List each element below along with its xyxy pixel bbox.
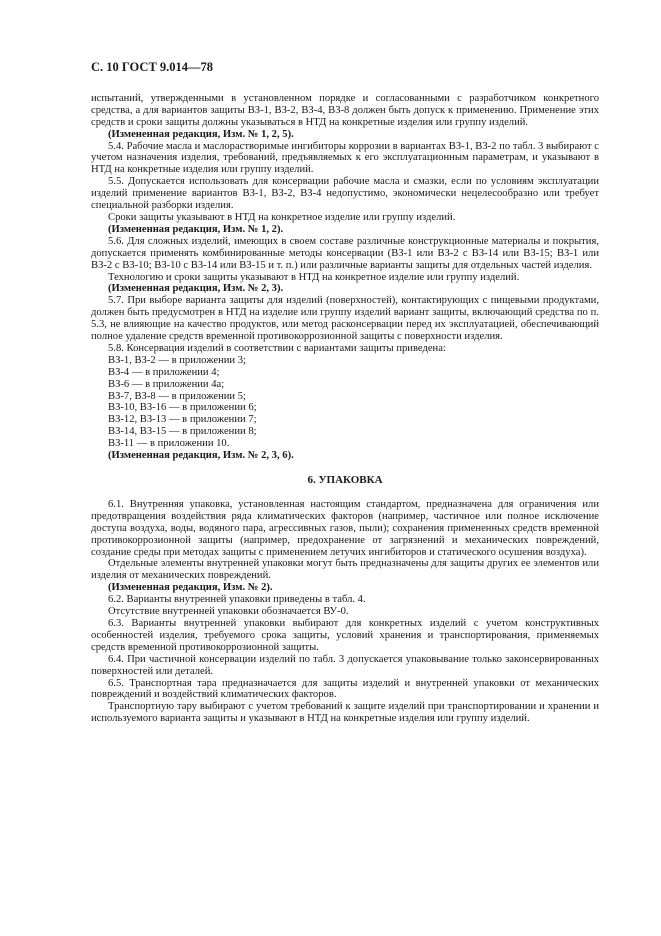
paragraph: 6.2. Варианты внутренней упаковки приведены в табл. 4. <box>108 594 366 606</box>
amendment-note: (Измененная редакция, Изм. № 1, 2, 5). <box>108 128 294 140</box>
amendment-note: (Измененная редакция, Изм. № 2, 3, 6). <box>108 450 294 462</box>
paragraph: 6.1. Внутренняя упаковка, установленная настоящим стандартом, предназначена для ограничения или предотвращения воздействия ряда климатических факторов (например, частичное или полное исключение доступа воздуха, воды, водяного пара, агрессивных газов, пыли); сохранения примененных средств временной противокоррозионной защиты (например, предохранение от загрязнений и механических повреждений, создание среды при методах защиты с применением летучих ингибиторов и статического осушения воздуха). <box>91 498 599 558</box>
list-item: ВЗ-1, ВЗ-2 — в приложении 3; <box>108 354 246 366</box>
paragraph: 6.4. При частичной консервации изделий по табл. 3 допускается упаковывание только законсервированных поверхностей или деталей. <box>91 653 599 677</box>
paragraph: 5.8. Консервация изделий в соответствии с вариантами защиты приведена: <box>108 342 446 354</box>
list-item: ВЗ-12, ВЗ-13 — в приложении 7; <box>108 414 257 426</box>
paragraph: испытаний, утвержденными в установленном порядке и согласованными с разработчиком конкретного средства, а для вариантов защиты ВЗ-1, ВЗ-2, ВЗ-4, ВЗ-8 должен быть допуск к применению. Применение этих средств и сроки защиты должны указываться в НТД на конкретные изделия или группу изделий. <box>91 92 599 128</box>
paragraph: Технологию и сроки защиты указывают в НТД на конкретное изделие или группу изделий. <box>108 271 520 283</box>
list-item: ВЗ-10, ВЗ-16 — в приложении 6; <box>108 402 257 414</box>
section-5-continuation <box>91 93 599 355</box>
paragraph: 5.5. Допускается использовать для консервации рабочие масла и смазки, если по условиям эксплуатации изделий применение вариантов ВЗ-1, ВЗ-2, ВЗ-4 недопустимо, экономически нецелесообразно или требует специальной разборки изделия. <box>91 176 599 212</box>
amendment-note: (Измененная редакция, Изм. № 2, 3). <box>108 283 284 295</box>
paragraph: 5.6. Для сложных изделий, имеющих в своем составе различные конструкционные материалы и покрытия, допускается применять комбинированные методы консервации (ВЗ-1 или ВЗ-2 с ВЗ-14 или ВЗ-15; ВЗ-1 или ВЗ-2 с ВЗ-10; ВЗ-10 с ВЗ-14 или ВЗ-15 и т. п.) или различные варианты защиты для отдельных частей изделия. <box>91 235 599 271</box>
list-item: ВЗ-7, ВЗ-8 — в приложении 5; <box>108 390 246 402</box>
paragraph: Отдельные элементы внутренней упаковки могут быть предназначены для защиты других ее элементов или изделия от механических повреждений. <box>91 558 599 582</box>
paragraph: Отсутствие внутренней упаковки обозначается ВУ-0. <box>108 606 349 618</box>
paragraph: Сроки защиты указывают в НТД на конкретное изделие или группу изделий. <box>108 211 456 223</box>
list-item: ВЗ-4 — в приложении 4; <box>108 366 220 378</box>
section-title: 6. УПАКОВКА <box>307 474 383 486</box>
paragraph: Транспортную тару выбирают с учетом требований к защите изделий при транспортировании и хранении и используемого варианта защиты и указывают в НТД на конкретные изделия или группу изделий. <box>91 701 599 725</box>
list-item: ВЗ-14, ВЗ-15 — в приложении 8; <box>108 426 257 438</box>
amendment-note: (Измененная редакция, Изм. № 1, 2). <box>108 223 284 235</box>
paragraph: 6.3. Варианты внутренней упаковки выбирают для конкретных изделий с учетом конструктивных особенностей изделия, требуемого срока защиты, условий хранения и транспортирования, применяемых средств временной противокоррозионной защиты. <box>91 617 599 653</box>
document-page <box>91 62 599 725</box>
section-6-packaging <box>91 499 599 725</box>
paragraph: 5.4. Рабочие масла и маслорастворимые ингибиторы коррозии в вариантах ВЗ-1, ВЗ-2 по табл. 3 выбирают с учетом назначения изделия, требований, предъявляемых к его эксплуатационным параметрам, и указывают в НТД на конкретные изделия или группу изделий. <box>91 140 599 176</box>
paragraph: 6.5. Транспортная тара предназначается для защиты изделий и внутренней упаковки от механических повреждений и воздействий климатических факторов. <box>91 677 599 701</box>
list-item: ВЗ-6 — в приложении 4а; <box>108 378 225 390</box>
paragraph: 5.7. При выборе варианта защиты для изделий (поверхностей), контактирующих с пищевыми продуктами, должен быть предусмотрен в НТД на изделие или группу изделий вариант защиты, включающий средства по п. 5.3, не влияющие на качество продуктов, или метод расконсервации перед их эксплуатацией, обеспечивающий полное удаление средств временной противокоррозионной защиты с поверхности изделия. <box>91 295 599 343</box>
amendment-note: (Измененная редакция, Изм. № 2). <box>108 582 273 594</box>
preservation-list <box>91 355 599 450</box>
page-header: С. 10 ГОСТ 9.014—78 <box>91 60 214 74</box>
list-item: ВЗ-11 — в приложении 10. <box>108 438 230 450</box>
